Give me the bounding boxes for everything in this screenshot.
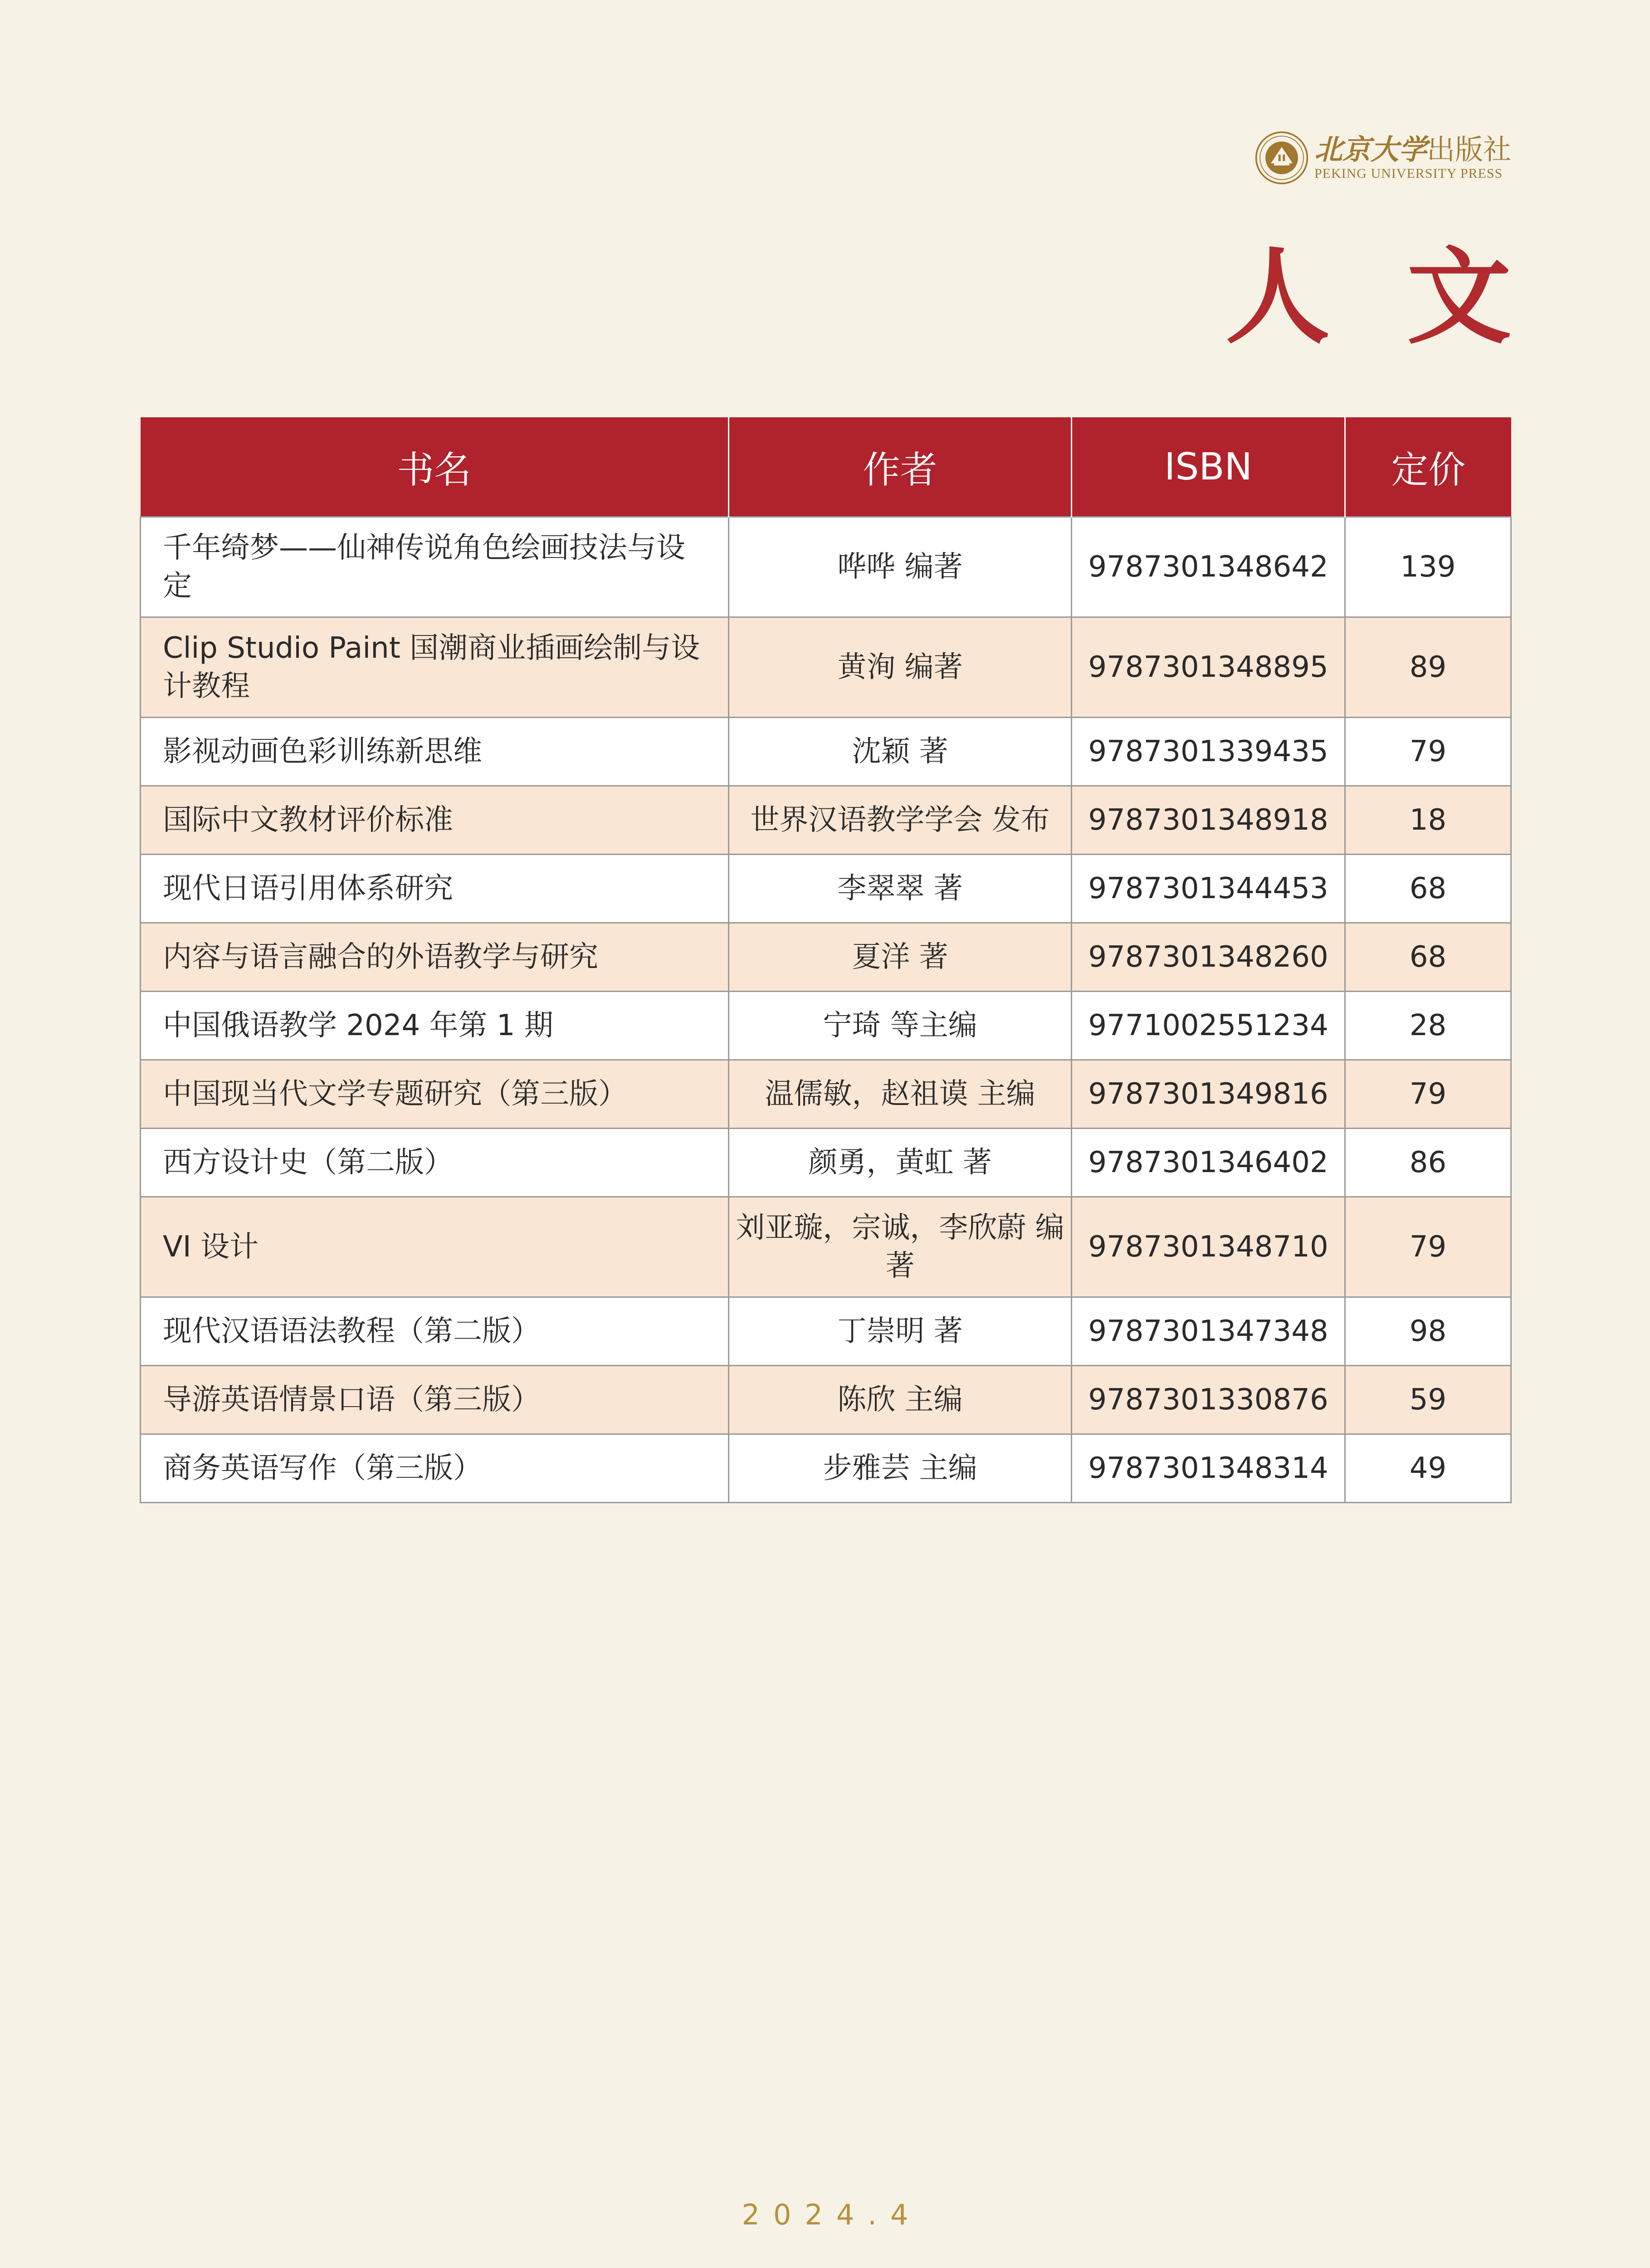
table-row <box>141 855 1511 923</box>
book-list-table <box>140 417 1512 1503</box>
column-header-title: 书名 <box>141 417 729 517</box>
section-title: 人文 <box>1225 236 1588 358</box>
book-isbn: 9787301346402 <box>1072 1129 1345 1197</box>
book-isbn: 9787301349816 <box>1072 1060 1345 1129</box>
book-isbn: 9787301348642 <box>1072 517 1345 617</box>
book-price: 28 <box>1345 992 1511 1060</box>
column-header-isbn: ISBN <box>1072 417 1345 517</box>
publisher-logo <box>1255 131 1511 185</box>
book-price: 68 <box>1345 923 1511 992</box>
book-price: 18 <box>1345 786 1511 855</box>
book-title: 商务英语写作（第三版） <box>141 1434 729 1503</box>
book-isbn: 9787301348895 <box>1072 617 1345 718</box>
column-header-price: 定价 <box>1345 417 1511 517</box>
table-row <box>141 718 1511 786</box>
book-author: 宁琦 等主编 <box>729 992 1072 1060</box>
table-row <box>141 923 1511 992</box>
book-price: 89 <box>1345 617 1511 718</box>
publisher-name-english: PEKING UNIVERSITY PRESS <box>1314 166 1503 181</box>
book-author: 颜勇，黄虹 著 <box>729 1129 1072 1197</box>
book-price: 79 <box>1345 1197 1511 1297</box>
book-title: 中国现当代文学专题研究（第三版） <box>141 1060 729 1129</box>
table-row <box>141 1060 1511 1129</box>
book-isbn: 9787301344453 <box>1072 855 1345 923</box>
table-row <box>141 617 1511 718</box>
peking-university-seal-icon <box>1255 131 1309 185</box>
publisher-name <box>1314 134 1511 166</box>
book-title: 内容与语言融合的外语教学与研究 <box>141 923 729 992</box>
book-price: 59 <box>1345 1366 1511 1434</box>
book-author: 沈颖 著 <box>729 718 1072 786</box>
book-author: 丁崇明 著 <box>729 1297 1072 1366</box>
table-row <box>141 1297 1511 1366</box>
book-price: 98 <box>1345 1297 1511 1366</box>
table-row <box>141 1434 1511 1503</box>
column-header-author: 作者 <box>729 417 1072 517</box>
book-author: 夏洋 著 <box>729 923 1072 992</box>
book-author: 李翠翠 著 <box>729 855 1072 923</box>
table-header-row <box>141 417 1511 517</box>
book-title: 导游英语情景口语（第三版） <box>141 1366 729 1434</box>
book-isbn: 9787301348314 <box>1072 1434 1345 1503</box>
book-author: 步雅芸 主编 <box>729 1434 1072 1503</box>
book-price: 79 <box>1345 718 1511 786</box>
book-isbn: 9787301348918 <box>1072 786 1345 855</box>
book-isbn: 9787301330876 <box>1072 1366 1345 1434</box>
book-isbn: 9787301339435 <box>1072 718 1345 786</box>
book-author: 陈欣 主编 <box>729 1366 1072 1434</box>
book-price: 79 <box>1345 1060 1511 1129</box>
book-price: 49 <box>1345 1434 1511 1503</box>
table-row <box>141 786 1511 855</box>
publisher-name-part2: 出版社 <box>1426 133 1511 166</box>
footer-date: 2024.4 <box>742 2198 922 2231</box>
book-price: 86 <box>1345 1129 1511 1197</box>
book-author: 刘亚璇，宗诚，李欣蔚 编著 <box>729 1197 1072 1297</box>
book-title: VI 设计 <box>141 1197 729 1297</box>
book-price: 68 <box>1345 855 1511 923</box>
book-isbn: 9787301347348 <box>1072 1297 1345 1366</box>
book-isbn: 9787301348260 <box>1072 923 1345 992</box>
book-title: 千年绮梦——仙神传说角色绘画技法与设定 <box>141 517 729 617</box>
book-title: 现代日语引用体系研究 <box>141 855 729 923</box>
book-author: 黄洵 编著 <box>729 617 1072 718</box>
book-title: Clip Studio Paint 国潮商业插画绘制与设计教程 <box>141 617 729 718</box>
publisher-name-part1: 北京大学 <box>1314 133 1427 166</box>
book-title: 中国俄语教学 2024 年第 1 期 <box>141 992 729 1060</box>
book-isbn: 9787301348710 <box>1072 1197 1345 1297</box>
table-row <box>141 1129 1511 1197</box>
table-row <box>141 1197 1511 1297</box>
table-row <box>141 517 1511 617</box>
book-price: 139 <box>1345 517 1511 617</box>
book-author: 哗哗 编著 <box>729 517 1072 617</box>
table-row <box>141 992 1511 1060</box>
book-title: 国际中文教材评价标准 <box>141 786 729 855</box>
table-row <box>141 1366 1511 1434</box>
book-title: 影视动画色彩训练新思维 <box>141 718 729 786</box>
book-title: 西方设计史（第二版） <box>141 1129 729 1197</box>
book-isbn: 9771002551234 <box>1072 992 1345 1060</box>
book-author: 温儒敏，赵祖谟 主编 <box>729 1060 1072 1129</box>
book-author: 世界汉语教学学会 发布 <box>729 786 1072 855</box>
book-title: 现代汉语语法教程（第二版） <box>141 1297 729 1366</box>
